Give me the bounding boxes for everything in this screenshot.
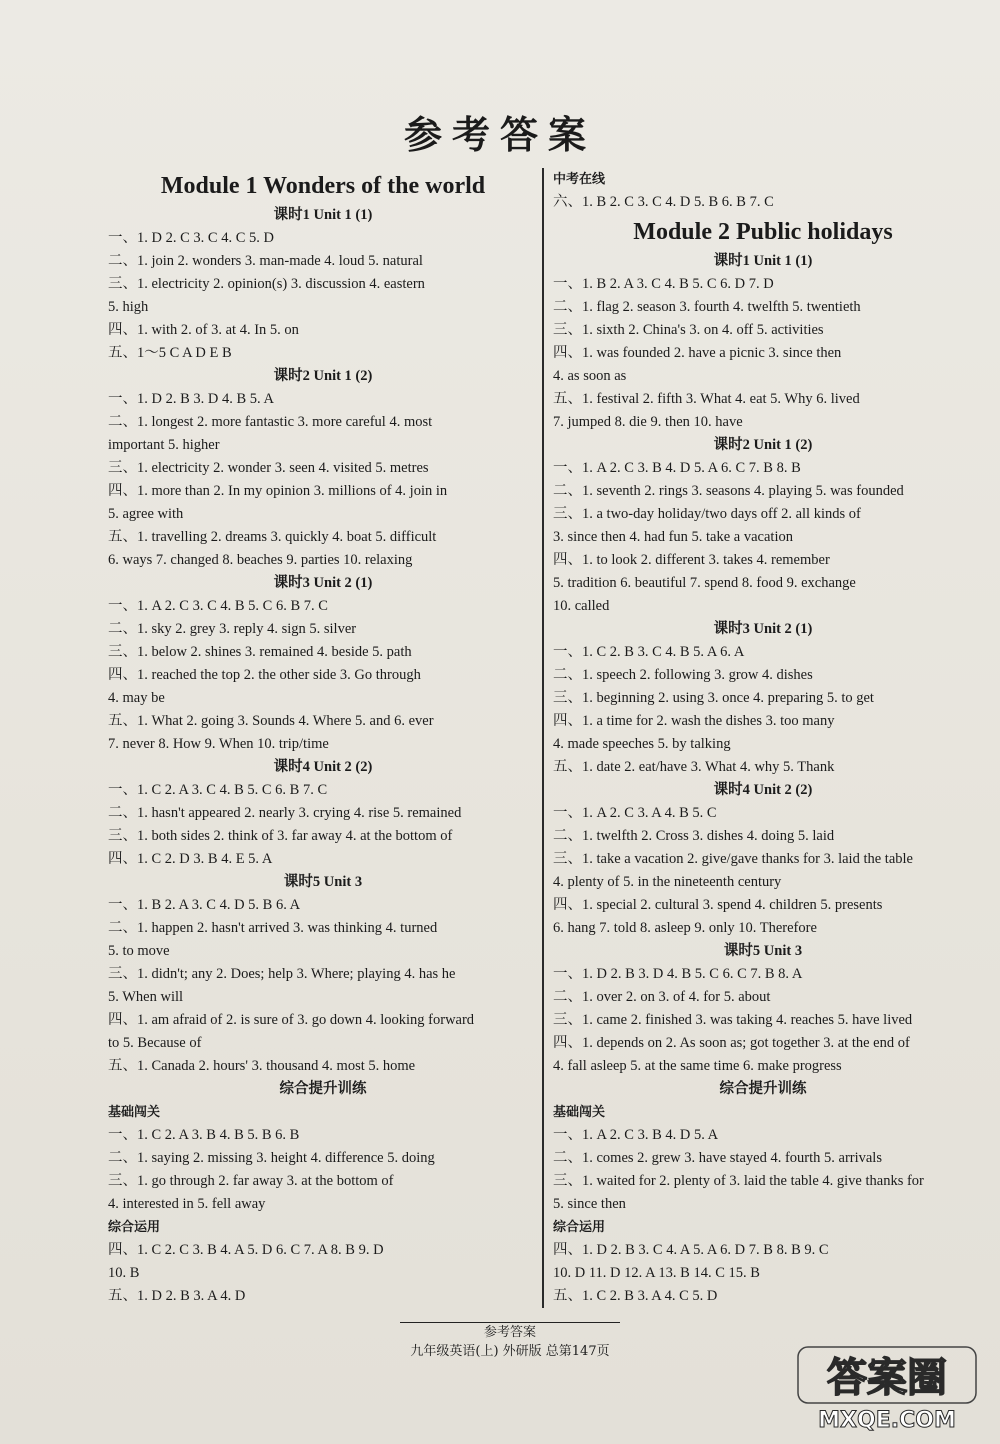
page-footer — [400, 1322, 620, 1361]
answer-line: 6. ways 7. changed 8. beaches 9. parties 10. relaxing — [108, 552, 413, 568]
answer-line: 一、1. D 2. B 3. D 4. B 5. A — [108, 391, 274, 407]
answer-line: 三、1. electricity 2. wonder 3. seen 4. visited 5. metres — [108, 460, 429, 476]
answer-line: 4. made speeches 5. by talking — [553, 736, 731, 752]
answer-line: 四、1. more than 2. In my opinion 3. millions of 4. join in — [108, 483, 448, 499]
answer-line: 三、1. both sides 2. think of 3. far away 4. at the bottom of — [108, 828, 453, 844]
answer-line: 4. as soon as — [553, 368, 627, 384]
module-heading: Module 1 Wonders of the world — [160, 173, 486, 199]
lesson-heading: 课时2 Unit 1 (2) — [273, 368, 373, 384]
answer-line: 三、1. beginning 2. using 3. once 4. preparing 5. to get — [553, 690, 874, 706]
answer-line: 五、1～5 C A D E B — [108, 345, 232, 361]
left-column — [108, 168, 538, 1308]
answer-line: 4. interested in 5. fell away — [108, 1196, 266, 1212]
answer-line: 10. B — [108, 1265, 140, 1281]
answer-line: 三、1. electricity 2. opinion(s) 3. discussion 4. eastern — [108, 276, 425, 292]
lesson-heading: 课时2 Unit 1 (2) — [713, 437, 813, 453]
answer-line: 二、1. twelfth 2. Cross 3. dishes 4. doing 5. laid — [553, 828, 835, 844]
answer-line: 四、1. depends on 2. As soon as; got together 3. at the end of — [553, 1035, 910, 1051]
answer-line: 10. D 11. D 12. A 13. B 14. C 15. B — [553, 1265, 760, 1281]
answer-line: 六、1. B 2. C 3. C 4. D 5. B 6. B 7. C — [553, 194, 774, 210]
answer-line: 7. never 8. How 9. When 10. trip/time — [108, 736, 329, 752]
answer-line: 五、1. Canada 2. hours' 3. thousand 4. most 5. home — [108, 1058, 416, 1074]
answer-line: 二、1. happen 2. hasn't arrived 3. was thinking 4. turned — [108, 920, 438, 936]
answer-line: 三、1. below 2. shines 3. remained 4. beside 5. path — [108, 644, 412, 660]
answer-line: 一、1. A 2. C 3. B 4. D 5. A — [553, 1127, 719, 1143]
lesson-heading: 课时3 Unit 2 (1) — [273, 575, 373, 591]
answer-line: 一、1. A 2. C 3. C 4. B 5. C 6. B 7. C — [108, 598, 328, 614]
answer-line: 二、1. longest 2. more fantastic 3. more careful 4. most — [108, 414, 433, 430]
svg-text:答案圈: 答案圈 — [827, 1355, 947, 1401]
section-heading: 中考在线 — [553, 172, 606, 187]
answer-line: 3. since then 4. had fun 5. take a vacation — [553, 529, 793, 545]
answer-line: 四、1. reached the top 2. the other side 3. Go through — [108, 667, 421, 683]
answer-line: 三、1. go through 2. far away 3. at the bottom of — [108, 1173, 394, 1189]
answer-line: 5. to move — [108, 943, 170, 959]
answer-line: 二、1. hasn't appeared 2. nearly 3. crying 4. rise 5. remained — [108, 805, 462, 821]
answer-line: 二、1. over 2. on 3. of 4. for 5. about — [553, 989, 771, 1005]
lesson-heading: 课时5 Unit 3 — [283, 874, 363, 890]
answer-line: 五、1. D 2. B 3. A 4. D — [108, 1288, 246, 1304]
lesson-heading: 课时4 Unit 2 (2) — [273, 759, 373, 775]
answer-line: 一、1. D 2. B 3. D 4. B 5. C 6. C 7. B 8. A — [553, 966, 803, 982]
answer-line: 二、1. seventh 2. rings 3. seasons 4. playing 5. was founded — [553, 483, 904, 499]
answer-line: 4. fall asleep 5. at the same time 6. make progress — [553, 1058, 842, 1074]
answer-line: 5. agree with — [108, 506, 184, 522]
answer-line: 四、1. special 2. cultural 3. spend 4. children 5. presents — [553, 897, 883, 913]
answer-line: 四、1. C 2. D 3. B 4. E 5. A — [108, 851, 273, 867]
svg-text:MXQE.COM: MXQE.COM — [818, 1408, 956, 1433]
answer-line: 四、1. to look 2. different 3. takes 4. remember — [553, 552, 830, 568]
module-heading: Module 2 Public holidays — [633, 219, 893, 245]
answer-line: 二、1. comes 2. grew 3. have stayed 4. fourth 5. arrivals — [553, 1150, 882, 1166]
answer-line: 6. hang 7. told 8. asleep 9. only 10. Therefore — [553, 920, 817, 936]
lesson-heading: 综合提升训练 — [279, 1081, 367, 1097]
answer-line: 10. called — [553, 598, 610, 614]
column-divider — [542, 168, 544, 1308]
lesson-heading: 综合提升训练 — [719, 1081, 807, 1097]
answer-line: 四、1. a time for 2. wash the dishes 3. too many — [553, 713, 835, 729]
answer-line: to 5. Because of — [108, 1035, 202, 1051]
answer-line: 一、1. C 2. A 3. B 4. B 5. B 6. B — [108, 1127, 300, 1143]
answer-line: 5. When will — [108, 989, 184, 1005]
answer-line: 一、1. C 2. B 3. C 4. B 5. A 6. A — [553, 644, 745, 660]
answer-line: 二、1. saying 2. missing 3. height 4. difference 5. doing — [108, 1150, 435, 1166]
answer-line: 二、1. flag 2. season 3. fourth 4. twelfth 5. twentieth — [553, 299, 861, 315]
answer-line: 一、1. C 2. A 3. C 4. B 5. C 6. B 7. C — [108, 782, 328, 798]
page-title: 参考答案 — [403, 112, 596, 157]
answer-line: 7. jumped 8. die 9. then 10. have — [553, 414, 743, 430]
answer-line: 四、1. was founded 2. have a picnic 3. since then — [553, 345, 842, 361]
lesson-heading: 课时5 Unit 3 — [723, 943, 803, 959]
answer-line: 三、1. didn't; any 2. Does; help 3. Where; playing 4. has he — [108, 966, 456, 982]
answer-line: 一、1. A 2. C 3. B 4. D 5. A 6. C 7. B 8. B — [553, 460, 801, 476]
answer-line: 四、1. D 2. B 3. C 4. A 5. A 6. D 7. B 8. B 9. C — [553, 1242, 829, 1258]
answer-line: 五、1. date 2. eat/have 3. What 4. why 5. Thank — [553, 759, 835, 775]
lesson-heading: 课时1 Unit 1 (1) — [273, 207, 373, 223]
answer-line: 三、1. take a vacation 2. give/gave thanks for 3. laid the table — [553, 851, 913, 867]
footer-title: 参考答案 — [483, 1325, 536, 1340]
answer-line: 五、1. What 2. going 3. Sounds 4. Where 5. and 6. ever — [108, 713, 434, 729]
lesson-heading: 课时4 Unit 2 (2) — [713, 782, 813, 798]
answer-line: 二、1. join 2. wonders 3. man-made 4. loud 5. natural — [108, 253, 423, 269]
section-heading: 基础闯关 — [108, 1105, 161, 1120]
answer-line: important 5. higher — [108, 437, 220, 453]
answer-line: 一、1. B 2. A 3. C 4. D 5. B 6. A — [108, 897, 301, 913]
watermark-logo — [792, 1339, 982, 1434]
right-column — [553, 168, 973, 1308]
answer-line: 一、1. D 2. C 3. C 4. C 5. D — [108, 230, 274, 246]
answer-line: 四、1. C 2. C 3. B 4. A 5. D 6. C 7. A 8. B 9. D — [108, 1242, 384, 1258]
section-heading: 综合运用 — [553, 1220, 606, 1235]
answer-line: 四、1. with 2. of 3. at 4. In 5. on — [108, 322, 299, 338]
section-heading: 综合运用 — [108, 1220, 161, 1235]
answer-line: 五、1. festival 2. fifth 3. What 4. eat 5. Why 6. lived — [553, 391, 860, 407]
answer-line: 4. may be — [108, 690, 165, 706]
answer-line: 四、1. am afraid of 2. is sure of 3. go down 4. looking forward — [108, 1012, 475, 1028]
answer-line: 三、1. a two-day holiday/two days off 2. all kinds of — [553, 506, 861, 522]
answer-line: 三、1. came 2. finished 3. was taking 4. reaches 5. have lived — [553, 1012, 913, 1028]
answer-line: 一、1. B 2. A 3. C 4. B 5. C 6. D 7. D — [553, 276, 774, 292]
answer-line: 5. tradition 6. beautiful 7. spend 8. food 9. exchange — [553, 575, 856, 591]
footer-page-info: 九年级英语(上) 外研版 总第147页 — [410, 1344, 610, 1359]
answer-line: 5. high — [108, 299, 149, 315]
answer-line: 五、1. C 2. B 3. A 4. C 5. D — [553, 1288, 718, 1304]
answer-line: 五、1. travelling 2. dreams 3. quickly 4. boat 5. difficult — [108, 529, 437, 545]
answer-line: 三、1. sixth 2. China's 3. on 4. off 5. activities — [553, 322, 824, 338]
lesson-heading: 课时1 Unit 1 (1) — [713, 253, 813, 269]
answer-line: 二、1. sky 2. grey 3. reply 4. sign 5. silver — [108, 621, 357, 637]
answer-line: 4. plenty of 5. in the nineteenth century — [553, 874, 782, 890]
answer-line: 一、1. A 2. C 3. A 4. B 5. C — [553, 805, 717, 821]
answer-line: 三、1. waited for 2. plenty of 3. laid the table 4. give thanks for — [553, 1173, 924, 1189]
answer-line: 5. since then — [553, 1196, 626, 1212]
answer-line: 二、1. speech 2. following 3. grow 4. dishes — [553, 667, 813, 683]
lesson-heading: 课时3 Unit 2 (1) — [713, 621, 813, 637]
section-heading: 基础闯关 — [553, 1105, 606, 1120]
